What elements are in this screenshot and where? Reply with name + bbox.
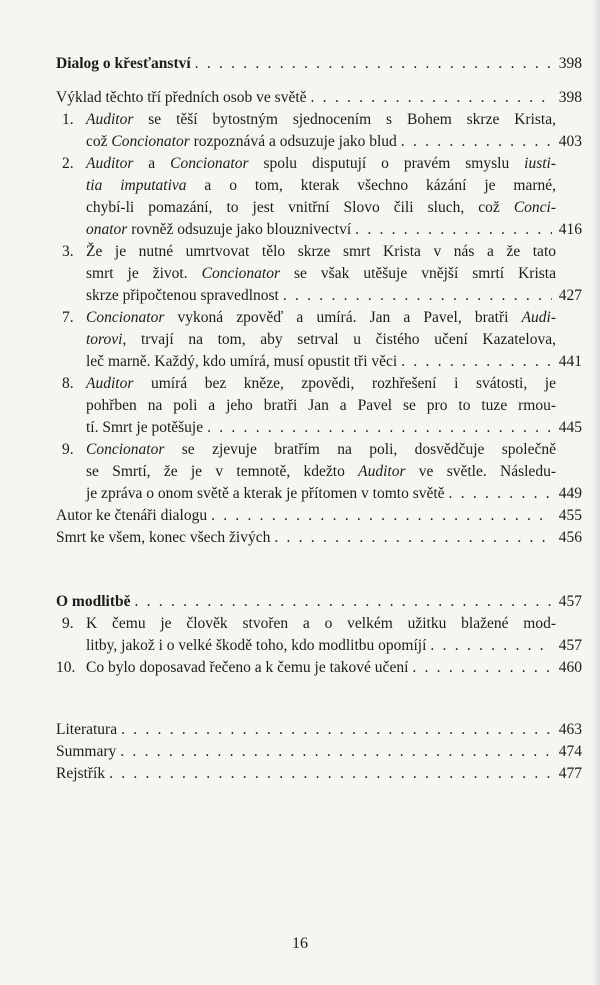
toc-line: Auditor a Concionator spolu disputují o pravém smyslu iusti- bbox=[86, 155, 557, 172]
toc-heading-dialog bbox=[56, 53, 582, 75]
page-ref: 398 bbox=[558, 55, 582, 72]
toc-line: Že je nutné umrtvovat tělo skrze smrt Krista v nás a že tato bbox=[86, 243, 556, 260]
item-number: 2. bbox=[62, 155, 74, 172]
heading-text: Dialog o křesťanství bbox=[56, 55, 191, 72]
toc-line: se Smrtí, že je v temnotě, kdežto Auditor ve světle. Následu- bbox=[86, 463, 556, 480]
item-number: 1. bbox=[62, 111, 74, 128]
toc-line: Auditor se těší bytostným sjednocením s Bohem skrze Krista, bbox=[86, 111, 556, 128]
toc-line: torovi, trvají na tom, aby setrval u čistého učení Kazatelova, bbox=[86, 331, 556, 348]
toc-heading-modlitbe: O modlitbě . . . 457 bbox=[56, 591, 582, 613]
page-number: 16 bbox=[292, 935, 308, 952]
page-edge-shadow bbox=[592, 0, 600, 985]
toc-entry-item3: skrze připočtenou spravedlnost . . . 427 bbox=[86, 285, 582, 307]
toc-line: tia imputativa a o tom, kterak všechno kázání je marné, bbox=[86, 177, 556, 194]
toc-entry-summary: Summary . . . 474 bbox=[56, 741, 582, 763]
toc-entry-item7: leč marně. Každý, kdo umírá, musí opustit tři věci . . . 441 bbox=[86, 351, 582, 373]
item-number: 7. bbox=[62, 309, 74, 326]
toc-line: Auditor umírá bez kněze, zpovědi, rozhřešení i svátosti, je bbox=[86, 375, 556, 392]
toc-entry-item8: tí. Smrt je potěšuje . . . 445 bbox=[86, 417, 582, 439]
toc-entry-intro: Výklad těchto tří předních osob ve světě . . . 398 bbox=[56, 87, 582, 109]
item-number: 10. bbox=[56, 659, 76, 676]
toc-line: chybí-li pomazání, to jest vnitřní Slovo čili sluch, což Conci- bbox=[86, 199, 556, 216]
item-number: 8. bbox=[62, 375, 74, 392]
toc-line: Concionator vykoná zpověď a umírá. Jan a Pavel, bratři Audi- bbox=[86, 309, 556, 326]
item-number: 9. bbox=[62, 615, 74, 632]
toc-line: pohřben na poli a jeho bratři Jan a Pavel se pro to tuze rmou- bbox=[86, 397, 556, 414]
toc-entry-item1: což Concionator rozpoznává a odsuzuje jako blud . . . 403 bbox=[86, 131, 582, 153]
item-number: 3. bbox=[62, 243, 74, 260]
toc-line: Concionator se zjevuje bratřím na poli, dosvědčuje společně bbox=[86, 441, 556, 458]
toc-line: K čemu je člověk stvořen a o velkém užitku blažené mod- bbox=[86, 615, 556, 632]
toc-entry-m9: litby, jakož i o velké škodě toho, kdo modlitbu opomíjí . . . 457 bbox=[86, 635, 582, 657]
item-number: 9. bbox=[62, 441, 74, 458]
toc-entry-m10: Co bylo doposavad řečeno a k čemu je takové učení . . . 460 bbox=[86, 657, 582, 679]
toc-line: smrt je život. Concionator se však utěšuje vnější smrtí Krista bbox=[86, 265, 556, 282]
toc-entry-rejstrik: Rejstřík . . . 477 bbox=[56, 763, 582, 785]
toc-entry-smrt: Smrt ke všem, konec všech živých . . . 456 bbox=[56, 527, 582, 549]
toc-entry-item2: onator rovněž odsuzuje jako blouznivectví . . . 416 bbox=[86, 219, 582, 241]
toc-entry-autor: Autor ke čtenáři dialogu . . . 455 bbox=[56, 505, 582, 527]
toc-entry-item9: je zpráva o onom světě a kterak je přítomen v tomto světě . . . 449 bbox=[86, 483, 582, 505]
toc-entry-literatura: Literatura . . . 463 bbox=[56, 719, 582, 741]
